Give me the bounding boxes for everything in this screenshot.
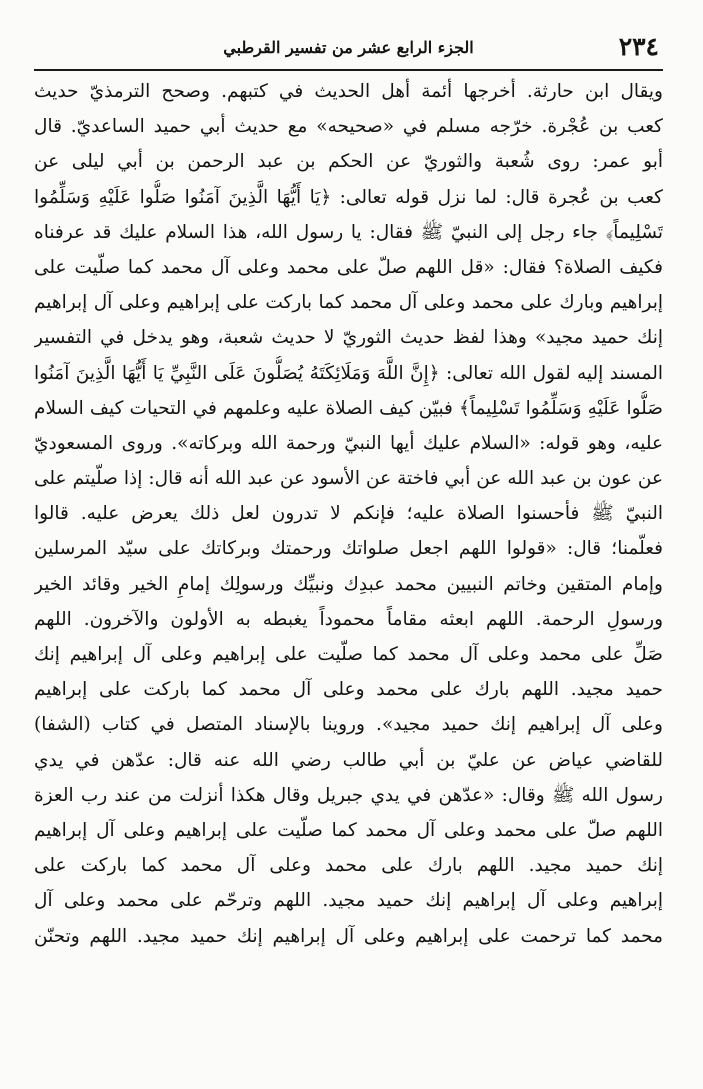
text-line: وعلى آل إبراهيم إنك حميد مجيد». وروينا بالإسناد المتصل في كتاب (الشفا): [34, 714, 663, 736]
text-line: عن عون بن عبد الله عن أبي فاختة عن الأسود عن عبد الله أنه قال: إذا صلّيتم على: [34, 468, 663, 490]
text-line: فعلّمنا؛ قال: «قولوا اللهم اجعل صلواتك ورحمتك وبركاتك على سيّد المرسلين: [34, 538, 663, 560]
text-line: حميد مجيد. اللهم بارك على محمد وعلى آل محمد كما باركت على إبراهيم: [34, 679, 663, 701]
text-line: ويقال ابن حارثة. أخرجها أئمة أهل الحديث في كتبهم. وصحح الترمذيّ حديث: [34, 81, 663, 102]
text-line: أبو عمر: روى شُعبة والثوريّ عن الحكم بن عبد الرحمن بن أبي ليلى عن: [34, 151, 663, 173]
text-line: تَسْلِيماً﴾ جاء رجل إلى النبيّ ﷺ فقال: يا رسول الله، هذا السلام عليك قد عرفناه: [34, 221, 663, 243]
text-line: عليه، وهو قوله: «السلام عليك أيها النبيّ ورحمة الله وبركاته». وروى المسعوديّ: [34, 432, 663, 454]
text-line: إبراهيم وبارك على محمد وعلى آل محمد كما باركت على إبراهيم وعلى آل إبراهيم: [34, 292, 663, 314]
text-line: صَلُّوا عَلَيْهِ وَسَلِّمُوا تَسْلِيماً﴾ فبيّن كيف الصلاة عليه وعلمهم في التحيات كيف السلام: [34, 397, 663, 419]
body-text: [34, 74, 663, 954]
text-line: إبراهيم وعلى آل إبراهيم إنك حميد مجيد. اللهم وترحّم على محمد وعلى آل: [34, 890, 663, 912]
running-title: الجزء الرابع عشر من تفسير القرطبي: [223, 38, 474, 57]
text-line: محمد كما ترحمت على إبراهيم وعلى آل إبراهيم إنك حميد مجيد. اللهم وتحنّن: [34, 925, 663, 947]
header-rule: [34, 69, 663, 71]
text-line: النبيّ ﷺ فأحسنوا الصلاة عليه؛ فإنكم لا تدرون لعل ذلك يعرض عليه. قالوا: [34, 503, 663, 525]
page-header: [34, 28, 663, 68]
text-line: كعب بن عُجرة قال: لما نزل قوله تعالى: ﴿يَا أَيُّهَا الَّذِينَ آمَنُوا صَلُّوا عَلَيْهِ وَسَلِّمُوا: [34, 186, 663, 208]
text-line: المسند إليه لقول الله تعالى: ﴿إِنَّ اللَّهَ وَمَلَائِكَتَهُ يُصَلُّونَ عَلَى النَّبِيِّ يَا أَيُّهَا الَّذِينَ آمَنُوا: [34, 362, 663, 384]
text-line: فكيف الصلاة؟ فقال: «قل اللهم صلّ على محمد وعلى آل محمد كما صلّيت على: [34, 256, 663, 278]
text-line: رسول الله ﷺ وقال: «عدّهن في يدي جبريل وقال هكذا أنزلت من عند رب العزة: [34, 784, 663, 806]
text-line: صَلِّ على محمد وعلى آل محمد كما صلّيت على إبراهيم وعلى آل إبراهيم إنك: [34, 644, 663, 665]
text-line: إنك حميد مجيد. اللهم بارك على محمد وعلى آل محمد كما باركت على: [34, 855, 663, 877]
text-line: وإمام المتقين وخاتم النبيين محمد عبدِك ونبيِّك ورسولِك إمامِ الخير وقائد الخير: [34, 573, 663, 595]
text-line: كعب بن عُجْرة. خرّجه مسلم في «صحيحه» مع حديث أبي حميد الساعديّ. قال: [34, 116, 663, 138]
page-number: ٢٣٤: [618, 32, 659, 61]
text-line: اللهم صلّ على محمد وعلى آل محمد كما صلّيت على إبراهيم وعلى آل إبراهيم: [34, 819, 663, 841]
text-line: إنك حميد مجيد» وهذا لفظ حديث الثوريّ لا حديث شعبة، وهو يدخل في التفسير: [34, 327, 663, 349]
text-line: للقاضي عياض عن عليّ بن أبي طالب رضي الله عنه قال: عدّهن في يدي: [34, 749, 663, 771]
text-line: ورسولِ الرحمة. اللهم ابعثه مقاماً محموداً يغبطه به الأولون والآخرون. اللهم: [34, 608, 663, 630]
